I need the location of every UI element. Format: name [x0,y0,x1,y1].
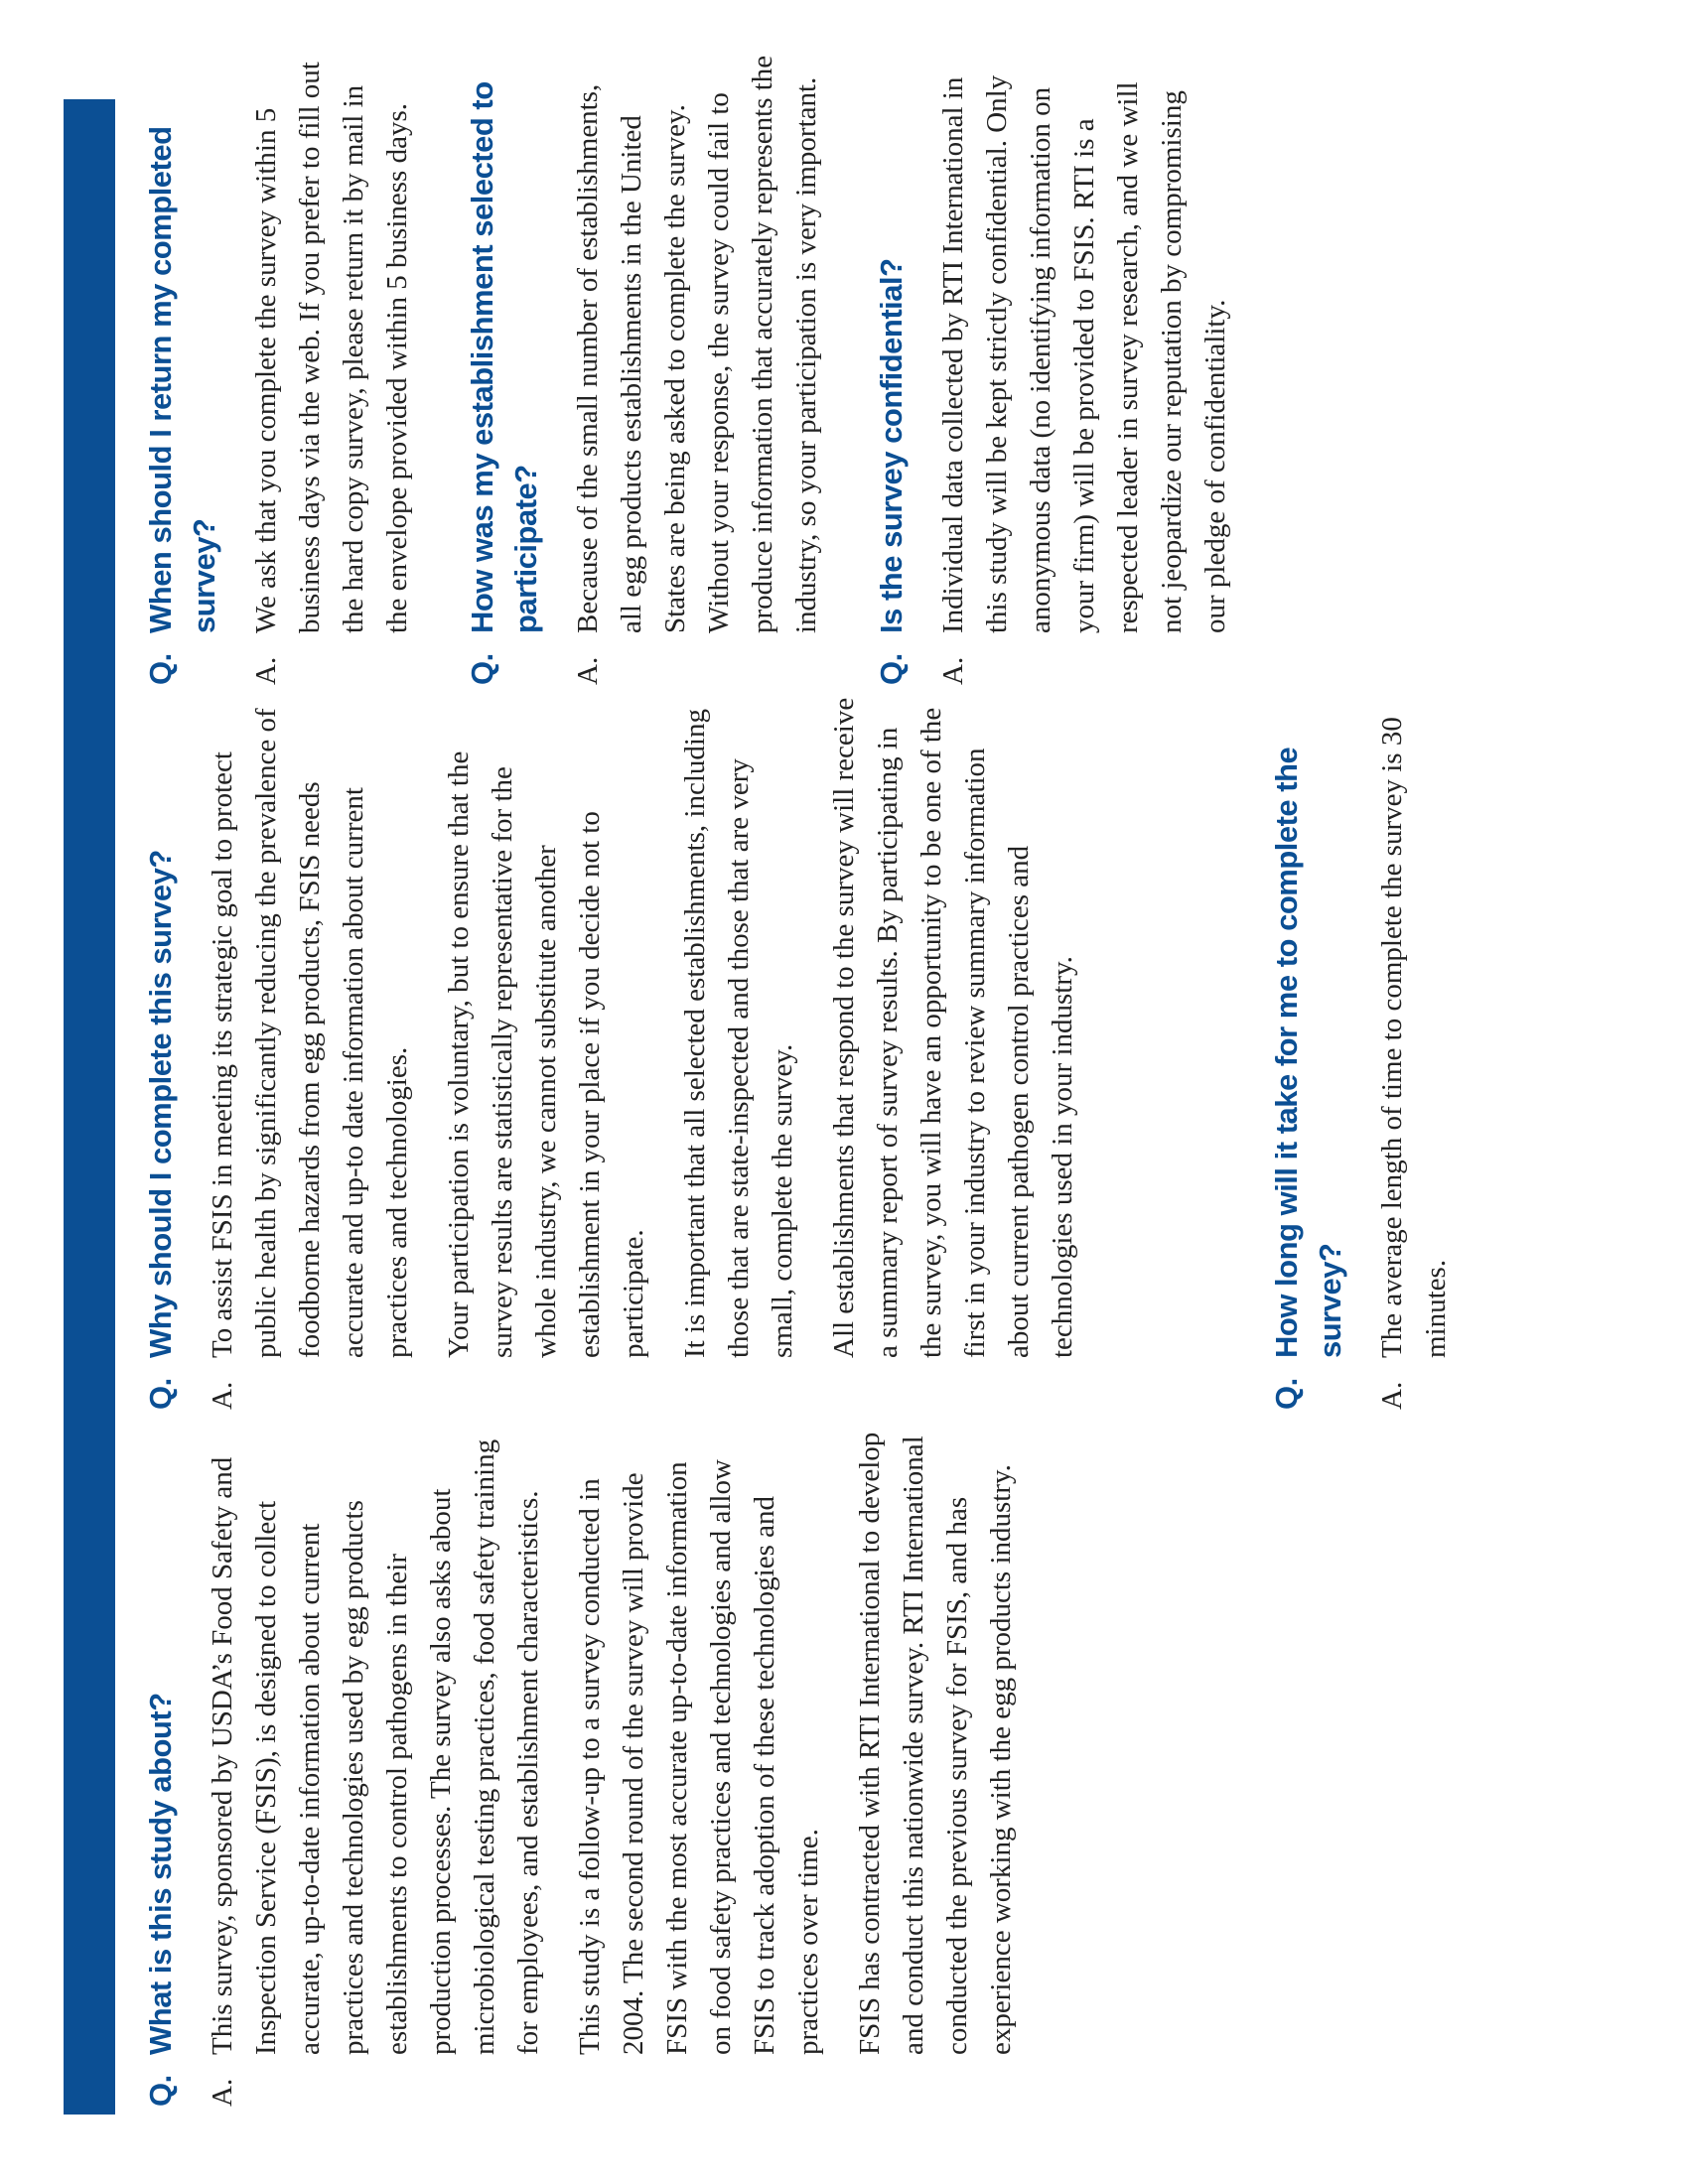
question-heading [461,50,548,685]
answer-paragraph: Individual data collected by RTI International in this study will be kept strictly confidential. Only anonymous data (no identifying information on your firm) will be provided to FSIS. RTI is a respected leader in survey research, and we will not jeopardize our reputation by compromising our pledge of confidentiality. [937,74,1231,633]
faq-how-selected [461,50,846,685]
column-3 [139,50,1279,685]
answer-body [201,695,1102,1358]
answer-paragraph: This survey, sponsored by USDA’s Food Safety and Inspection Service (FSIS), is designed to collect accurate, up-to-date information about current practices and technologies used by egg products establishments to control pathogens in their production processes. The survey also asks about microbiological testing practices, food safety training for employees, and establishment characteristics. [207,1438,544,2055]
answer [566,50,846,685]
answer-paragraph: Your participation is voluntary, but to ensure that the survey results are statistically representative for the whole industry, we cannot substitute another establishment in your place if you decide not to participate. [443,751,649,1358]
q-label: Q. [874,653,909,685]
column-2 [139,695,1499,1410]
q-label: Q. [465,653,499,685]
answer-paragraph: We ask that you complete the survey within 5 business days via the web. If you prefer to fill out the hard copy survey, please return it by mail in the envelope provided within 5 business days. [250,62,413,633]
question-heading [139,1432,183,2107]
a-label: A. [1376,1381,1408,1410]
answer [931,50,1255,685]
answer-paragraph: All establishments that respond to the survey will receive a summary report of survey results. By participating in the survey, you will have an opportunity to be one of the first in your industry to review summary information about current pathogen control practices and technologies used in your industry. [828,697,1078,1358]
faq-why-complete [139,695,1102,1410]
header-color-bar [64,99,115,2115]
question-heading [139,50,226,685]
faq-confidential [870,50,1255,685]
question-text: When should I return my completed survey? [143,126,221,633]
question-heading [139,695,183,1410]
question-text: Is the survey confidential? [874,258,909,633]
answer [201,695,1102,1410]
question-text: What is this study about? [143,1693,178,2055]
faq-how-long [1265,695,1476,1410]
answer-paragraph: The average length of time to complete the survey is 30 minutes. [1376,717,1452,1358]
q-label: Q. [143,1378,178,1410]
answer-paragraph: Because of the small number of establishments, all egg products establishments in the United States are being asked to complete the survey. Without your response, the survey could fail to produce information that accurately represents the industry, so your participation is very important. [572,55,822,633]
answer-body [244,50,437,633]
q-label: Q. [1269,1378,1304,1410]
answer [1370,695,1476,1410]
a-label: A. [572,656,604,685]
answer [244,50,437,685]
answer [201,1432,1041,2107]
column-1 [139,1432,1064,2107]
answer-paragraph: This study is a follow-up to a survey conducted in 2004. The second round of the survey will provide FSIS with the most accurate up-to-date information on food safety practices and technologies and allow FSIS to track adoption of these technologies and practices over time. [574,1459,824,2055]
faq-when-return [139,50,437,685]
q-label: Q. [143,2075,178,2107]
question-text: Why should I complete this survey? [143,850,178,1358]
q-label: Q. [143,653,178,685]
answer-paragraph: FSIS has contracted with RTI International to develop and conduct this nationwide survey. RTI International conducted the previous survey for FSIS, and has experience working with the egg products industry. [854,1432,1017,2055]
question-text: How long will it take for me to complete the survey? [1269,747,1347,1358]
answer-body [931,50,1255,633]
a-label: A. [937,656,969,685]
a-label: A. [207,2078,238,2107]
answer-paragraph: To assist FSIS in meeting its strategic goal to protect public health by significantly reducing the prevalence of foodborne hazards from egg products, FSIS needs accurate and up-to date information about current practices and technologies. [207,708,413,1358]
answer-body [1370,695,1476,1358]
answer-paragraph: It is important that all selected establishments, including those that are state-inspected and those that are very small, complete the survey. [679,709,798,1358]
question-heading [870,50,914,685]
answer-body [566,50,846,633]
a-label: A. [207,1381,238,1410]
answer-body [201,1432,1041,2055]
a-label: A. [250,656,282,685]
question-heading [1265,695,1352,1410]
question-text: How was my establishment selected to participate? [465,81,543,633]
faq-study-about [139,1432,1041,2107]
